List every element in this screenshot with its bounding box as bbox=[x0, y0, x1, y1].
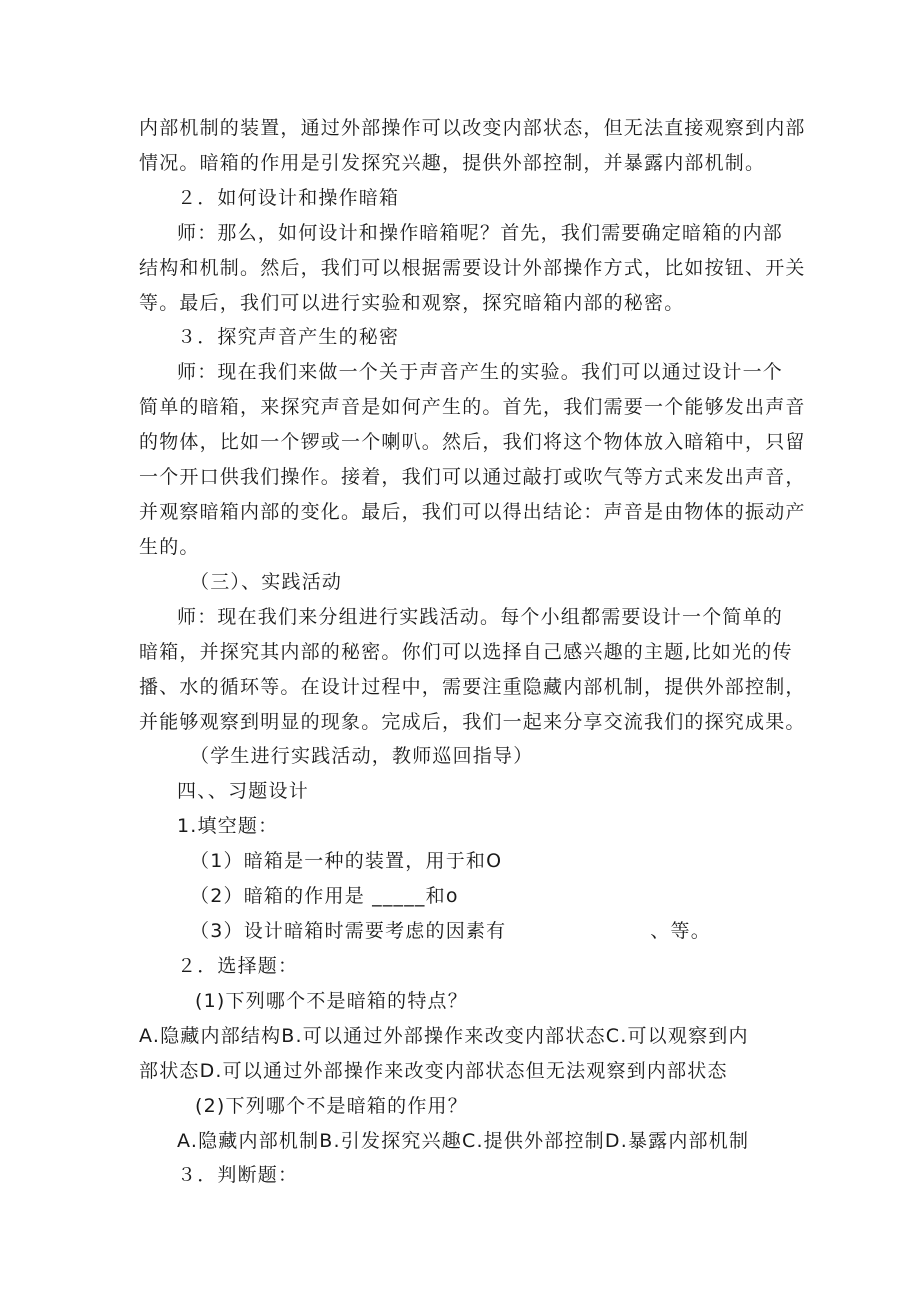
paragraph-line: 一个开口供我们操作。接着，我们可以通过敲打或吹气等方式来发出声音， bbox=[139, 466, 806, 488]
paragraph-line: 生的。 bbox=[139, 536, 200, 558]
question-item: （2）暗箱的作用是 _____和o bbox=[190, 885, 459, 907]
paragraph-line: 内部机制的装置，通过外部操作可以改变内部状态，但无法直接观察到内部 bbox=[139, 117, 806, 139]
question-item: (2)下列哪个不是暗箱的作用？ bbox=[195, 1095, 468, 1117]
question-options: 部状态D.可以通过外部操作来改变内部状态但无法观察到内部状态 bbox=[139, 1060, 728, 1082]
section-heading: ２．如何设计和操作暗箱 bbox=[177, 187, 400, 209]
question-heading: ３．判断题： bbox=[177, 1164, 299, 1186]
question-text: （3）设计暗箱时需要考虑的因素有 bbox=[190, 920, 507, 942]
question-item: (1)下列哪个不是暗箱的特点？ bbox=[195, 990, 468, 1012]
paragraph-line: 师：现在我们来做一个关于声音产生的实验。我们可以通过设计一个 bbox=[177, 361, 784, 383]
paragraph-line: 并能够观察到明显的现象。完成后，我们一起来分享交流我们的探究成果。 bbox=[139, 711, 806, 733]
paragraph-line: 情况。暗箱的作用是引发探究兴趣，提供外部控制，并暴露内部机制。 bbox=[139, 152, 766, 174]
paragraph-line: 简单的暗箱，来探究声音是如何产生的。首先，我们需要一个能够发出声音 bbox=[139, 396, 806, 418]
section-heading: 四、、习题设计 bbox=[177, 780, 309, 802]
question-text: 、等。 bbox=[650, 920, 711, 942]
paragraph-line: 的物体，比如一个锣或一个喇叭。然后，我们将这个物体放入暗箱中，只留 bbox=[139, 431, 806, 453]
paragraph-line: 结构和机制。然后，我们可以根据需要设计外部操作方式，比如按钮、开关 bbox=[139, 257, 806, 279]
question-options: A.隐藏内部结构B.可以通过外部操作来改变内部状态C.可以观察到内 bbox=[139, 1025, 749, 1047]
paragraph-line: 等。最后，我们可以进行实验和观察，探究暗箱内部的秘密。 bbox=[139, 292, 685, 314]
paragraph-line: 师：现在我们来分组进行实践活动。每个小组都需要设计一个简单的 bbox=[177, 606, 784, 628]
question-heading: ２．选择题： bbox=[177, 955, 299, 977]
question-item: （1）暗箱是一种的装置，用于和O bbox=[190, 850, 503, 872]
paragraph-line: 播、水的循环等。在设计过程中，需要注重隐藏内部机制，提供外部控制， bbox=[139, 676, 806, 698]
question-heading: 1.填空题： bbox=[177, 815, 279, 837]
paragraph-line: 并观察暗箱内部的变化。最后，我们可以得出结论：声音是由物体的振动产 bbox=[139, 501, 806, 523]
paragraph-line: 师：那么，如何设计和操作暗箱呢？首先，我们需要确定暗箱的内部 bbox=[177, 222, 784, 244]
section-heading: （三）、实践活动 bbox=[190, 571, 343, 593]
section-heading: ３．探究声音产生的秘密 bbox=[177, 326, 400, 348]
paragraph-line: 暗箱，并探究其内部的秘密。你们可以选择自己感兴趣的主题,比如光的传 bbox=[139, 641, 793, 663]
question-item bbox=[190, 919, 711, 943]
paragraph-line: （学生进行实践活动，教师巡回指导） bbox=[190, 745, 534, 767]
question-options: A.隐藏内部机制B.引发探究兴趣C.提供外部控制D.暴露内部机制 bbox=[177, 1130, 750, 1152]
